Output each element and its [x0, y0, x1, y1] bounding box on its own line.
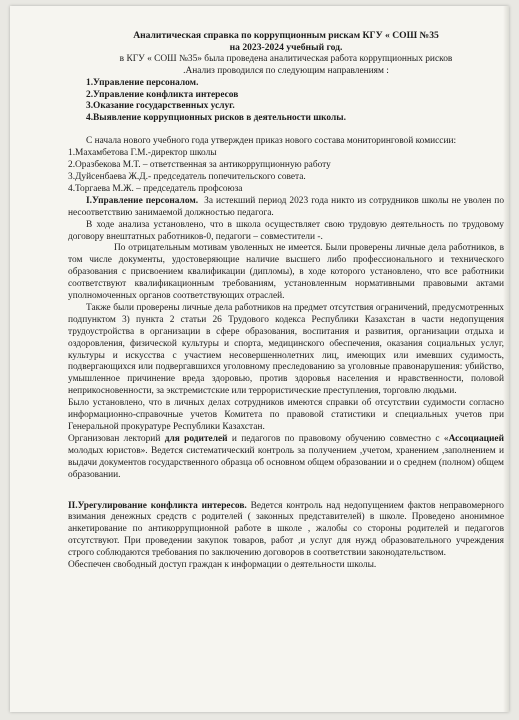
direction-item: 1.Управление персоналом. — [86, 77, 199, 88]
text-run: Организован лекторий — [68, 433, 165, 444]
directions-list — [68, 78, 504, 126]
section2-paragraph1 — [68, 501, 504, 561]
text-run-bold: Ассоциацией — [448, 433, 504, 444]
commission-member: 4.Торгаева М.Ж. – председатель профсоюза — [68, 183, 243, 194]
text-run: и педагогов по правовому обучению совместно с « — [227, 433, 449, 444]
commission-member: 2.Оразбекова М.Т. – ответственная за антикоррупционную работу — [68, 160, 331, 171]
document-page — [10, 6, 509, 712]
section2-heading: II.Урегулирование конфликта интересов. — [68, 500, 247, 511]
text-run: молодых юристов». Ведется систематический контроль за получением ,учетом, хранением ,заполнением и выдачи документов государственного образца об основном общем образовании и о среднем (полном) общем образовании. — [68, 445, 504, 480]
section1-paragraph5: Было установлено, что в личных делах сотрудников имеются справки об отсутствии судимости согласно информационно-справочные учетов Комитета по правовой статистики и специальных учетов при Генеральной прокуратуре Республики Казахстан. — [68, 398, 504, 432]
intro-line1: в КГУ « СОШ №35» была проведена аналитическая работа коррупционных рисков — [119, 53, 453, 64]
section1-heading: I.Управление персоналом. — [86, 195, 199, 206]
direction-item: 2.Управление конфликта интересов — [86, 89, 239, 100]
intro-line2: .Анализ проводился по следующим направлениям : — [183, 65, 389, 76]
document-title-line1: Аналитическая справка по коррупционным рискам КГУ « СОШ №35 — [133, 30, 439, 41]
section2-text: Ведется контроль над недопущением фактов неправомерного взимания денежных средств с родителей ( законных представителей) в школе. Проведено анонимное анкетирование по антикоррупционной работе в школе , жалобы со стороны родителей и педагогов отсутствуют. При проведении закупок товаров, работ ,и услуг для нужд образовательного учреждения строго соблюдаются требования по заключению договоров в соответствии законодательством. — [68, 500, 504, 559]
section1-text: За истекший период 2023 года никто из сотрудников школы не уволен по несоответствию занимаемой должностью педагога. — [68, 195, 505, 218]
direction-item: 4.Выявление коррупционных рисков в деятельности школы. — [86, 113, 346, 124]
section2-paragraph2: Обеспечен свободный доступ граждан к информации о деятельности школы. — [68, 560, 377, 571]
section1-paragraph6 — [68, 434, 504, 482]
text-run-bold: для родителей — [164, 433, 228, 444]
commission-member: 1.Махамбетова Г.М.-директор школы — [68, 148, 217, 159]
commission-member: 3.Дуйсенбаева Ж.Д.- председатель попечительского совета. — [68, 171, 306, 182]
document-title-line2: на 2023-2024 учебный год. — [229, 41, 343, 53]
section1-paragraph3: По отрицательным мотивам уволенных не имеется. Были проверены личные дела работников, в том числе документы, удостоверяющие наличие высшего либо профессионального и технического образования с присвоением квалификации (дипломы), в ходе которого установлено, что все работники соответствуют квалификационным требованиям, установленным нормативными правовыми актами уполномоченных органов соответствующих отраслей. — [68, 243, 504, 302]
direction-item: 3.Оказание государственных услуг. — [86, 101, 235, 112]
commission-intro: С начала нового учебного года утвержден приказ нового состава мониторинговой комиссии: — [86, 136, 457, 147]
section1-paragraph1 — [68, 196, 504, 220]
section1-paragraph4: Также были проверены личные дела работников на предмет отсутствия ограничений, предусмотренных подпунктом 3) пункта 2 статьи 26 Трудового кодекса Республики Казахстан в части недопущения трудоустройства в организации в сфере образования, воспитания и развития, организации отдыха и оздоровления, физической культуры и спорта, медицинского обеспечения, оказания социальных услуг, культуры и искусства с участием несовершеннолетних лиц, имеющих или имевших судимость, подвергающихся или подвергавшихся уголовному преследованию за уголовные правонарушения: убийство, умышленное причинение вреда здоровью, против здоровья населения и нравственности, половой неприкосновенности, за экстремистские или террористические преступления, торговлю людьми. — [68, 302, 504, 397]
section1-paragraph2: В ходе анализа установлено, что в школа осуществляет свою трудовую деятельность по трудовому договору внештатных работников-0, педагоги – совместители -. — [68, 219, 504, 242]
document-body — [68, 30, 504, 572]
